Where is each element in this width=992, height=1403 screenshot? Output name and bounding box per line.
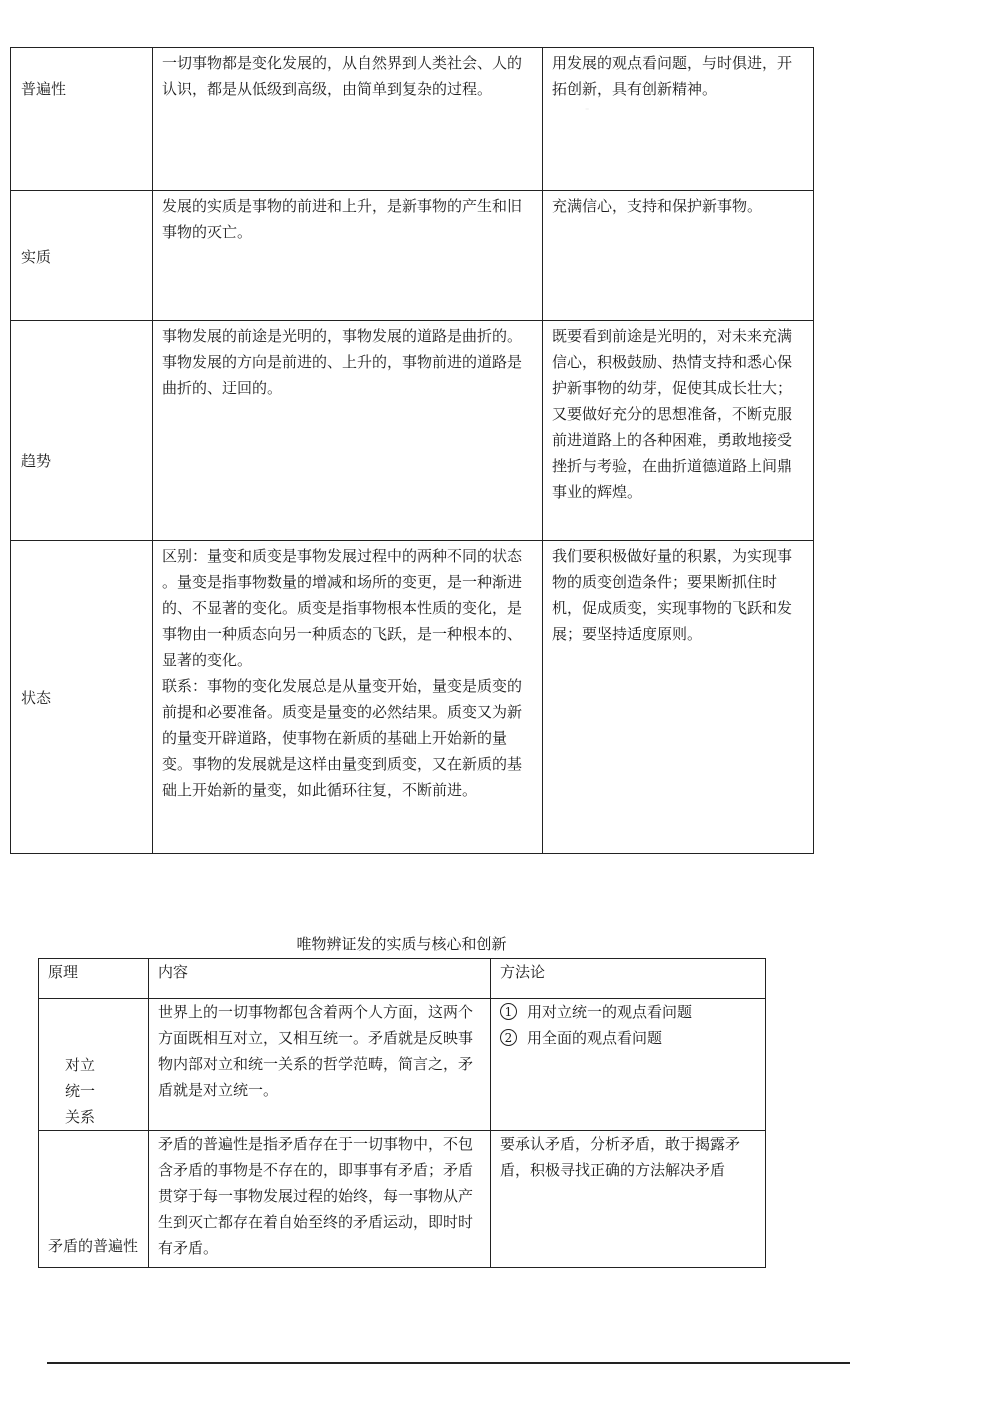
header-content: 内容 xyxy=(149,959,491,999)
content-connection: 联系：事物的变化发展总是从量变开始，量变是质变的前提和必要准备。质变是量变的必然结果。质变又为新的量变开辟道路，使事物在新质的基础上开始新的量变。事物的发展就是这样由量变到质变，又在新质的基础上开始新的量变，如此循环往复，不断前进。 xyxy=(162,677,523,799)
row-key-line: 关系 xyxy=(65,1108,96,1126)
row-key-line: 对立 xyxy=(65,1056,96,1074)
row-method: 充满信心，支持和保护新事物。 xyxy=(543,191,814,321)
table-row xyxy=(11,48,814,191)
row-key xyxy=(39,999,149,1131)
circled-number-icon: 2 xyxy=(500,1029,517,1046)
circled-number-icon: 1 xyxy=(500,1003,517,1020)
table-row xyxy=(11,541,814,854)
table-caption: 唯物辨证发的实质与核心和创新 xyxy=(296,935,507,953)
table-row xyxy=(11,321,814,541)
row-key: 趋势 xyxy=(11,321,153,541)
row-method: 我们要积极做好量的积累，为实现事物的质变创造条件；要果断抓住时机，促成质变，实现事物的飞跃和发展；要坚持适度原则。 xyxy=(543,541,814,854)
row-content: 矛盾的普遍性是指矛盾存在于一切事物中，不包含矛盾的事物是不存在的，即事事有矛盾；矛盾贯穿于每一事物发展过程的始终，每一事物从产生到灭亡都存在着自始至终的矛盾运动，即时时有矛盾。 xyxy=(149,1131,491,1268)
row-key: 普遍性 xyxy=(11,48,153,191)
content-difference: 区别：量变和质变是事物发展过程中的两种不同的状态 。量变是指事物数量的增减和场所的变更，是一种渐进的、不显著的变化。质变是指事物根本性质的变化，是事物由一种质态向另一种质态的飞跃，是一种根本的、显著的变化。 xyxy=(162,547,523,669)
footer-rule xyxy=(47,1362,850,1364)
row-method xyxy=(491,999,766,1131)
row-key: 矛盾的普遍性 xyxy=(39,1131,149,1268)
table-row xyxy=(39,1131,766,1268)
contradiction-table xyxy=(38,958,766,1268)
row-method: 用发展的观点看问题，与时俱进，开拓创新，具有创新精神。 xyxy=(543,48,814,191)
row-content xyxy=(153,541,543,854)
method-item: 2 用全面的观点看问题 xyxy=(500,1025,757,1051)
row-content: 世界上的一切事物都包含着两个人方面，这两个方面既相互对立，又相互统一。矛盾就是反映事物内部对立和统一关系的哲学范畴，简言之，矛盾就是对立统一。 xyxy=(149,999,491,1131)
row-key: 实质 xyxy=(11,191,153,321)
table-header-row xyxy=(39,959,766,999)
row-method: 既要看到前途是光明的，对未来充满信心，积极鼓励、热情支持和悉心保护新事物的幼芽，促使其成长壮大；又要做好充分的思想准备，不断克服前进道路上的各种困难，勇敢地接受挫折与考验，在曲折道德道路上间鼎事业的辉煌。 xyxy=(543,321,814,541)
row-key: 状态 xyxy=(11,541,153,854)
row-content: 发展的实质是事物的前进和上升，是新事物的产生和旧事物的灭亡。 xyxy=(153,191,543,321)
header-principle: 原理 xyxy=(39,959,149,999)
header-methodology: 方法论 xyxy=(491,959,766,999)
table-row xyxy=(39,999,766,1131)
development-table xyxy=(10,47,814,854)
method-item: 1 用对立统一的观点看问题 xyxy=(500,999,757,1025)
row-content: 一切事物都是变化发展的，从自然界到人类社会、人的认识，都是从低级到高级，由简单到复杂的过程。 xyxy=(153,48,543,191)
table-row xyxy=(11,191,814,321)
row-content: 事物发展的前途是光明的，事物发展的道路是曲折的。事物发展的方向是前进的、上升的，事物前进的道路是曲折的、迂回的。 xyxy=(153,321,543,541)
scan-artifact: ⁼ xyxy=(585,106,590,115)
row-key-line: 统一 xyxy=(65,1082,96,1100)
row-method: 要承认矛盾，分析矛盾，敢于揭露矛盾，积极寻找正确的方法解决矛盾 xyxy=(491,1131,766,1268)
